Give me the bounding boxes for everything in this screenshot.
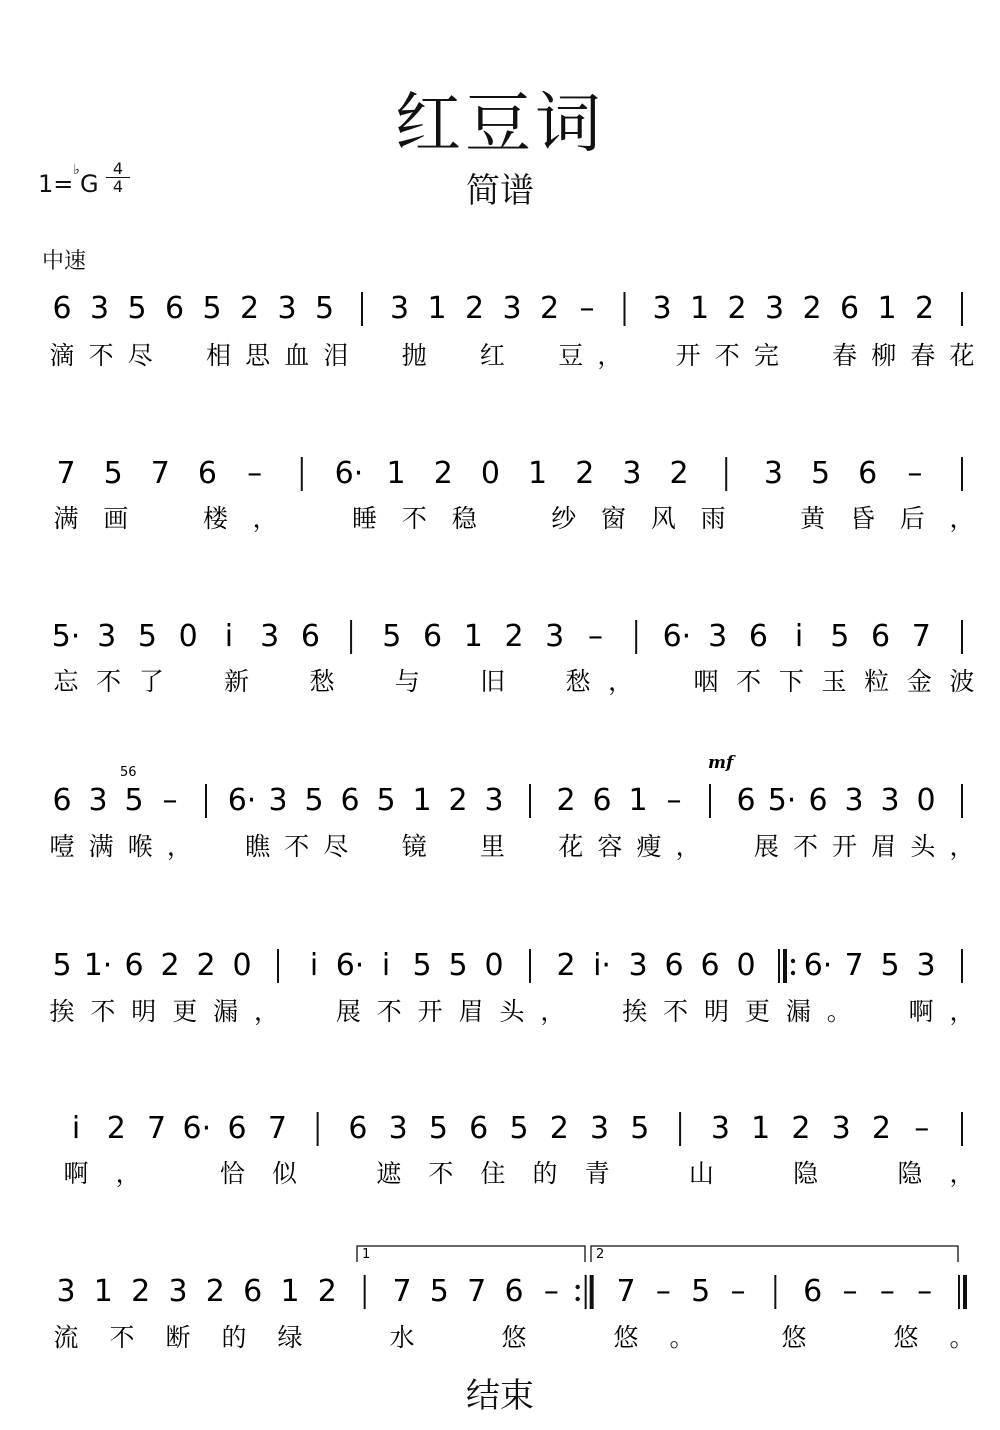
lyric-char: 挨	[622, 997, 648, 1026]
lyric-char: 头	[910, 832, 936, 861]
note: 2	[556, 783, 576, 818]
note: 3	[56, 1274, 76, 1309]
lyric-char: 风	[650, 504, 676, 533]
lyric-char: 瘦	[636, 832, 662, 861]
lyric-char: 的	[221, 1323, 247, 1352]
note: –	[587, 619, 603, 654]
note: 3	[622, 456, 642, 491]
note: 6	[124, 948, 144, 983]
note: 0	[232, 948, 252, 983]
note: –	[162, 783, 178, 818]
lyric-char: 悠	[613, 1323, 639, 1352]
lyric-char: 愁	[565, 667, 591, 696]
note: 7	[616, 1274, 636, 1309]
note: 5	[314, 291, 335, 326]
lyric-char: 尽	[127, 341, 153, 370]
note: 2	[205, 1274, 225, 1309]
lyric-char: 旧	[480, 667, 506, 696]
note: 3	[710, 1111, 730, 1146]
note: 5	[304, 783, 324, 818]
lyric-char: 。	[826, 997, 852, 1026]
note: 2	[196, 948, 216, 983]
note: 5	[448, 948, 468, 983]
note: 3	[763, 456, 783, 491]
note: 3	[88, 783, 108, 818]
lyric-char: ，	[949, 504, 975, 533]
lyric-char: 挨	[49, 997, 75, 1026]
note: 6·	[335, 948, 365, 983]
note: 7	[150, 456, 170, 491]
note: 2	[871, 1111, 892, 1146]
note: i	[309, 948, 319, 983]
note: 2	[549, 1111, 569, 1146]
note: 2	[464, 291, 485, 326]
lyric-char: 噎	[49, 832, 75, 861]
note: 7	[267, 1111, 287, 1146]
lyric-char: 头	[499, 997, 525, 1026]
lyric-char: 住	[480, 1159, 506, 1188]
lyric-char: 思	[245, 341, 271, 370]
lyric-char: 青	[584, 1159, 610, 1188]
lyric-char: 不	[714, 341, 740, 370]
volta-bracket-1	[357, 1246, 585, 1262]
lyric-char: 纱	[551, 504, 577, 533]
note: –	[842, 1274, 858, 1309]
note: 5	[202, 291, 222, 326]
note: 6	[422, 619, 443, 654]
lyric-char: 断	[165, 1323, 191, 1352]
lyric-char: 开	[417, 997, 443, 1026]
note: 1	[427, 291, 447, 326]
lyric-char: ，	[597, 341, 623, 370]
lyric-char: 流	[53, 1323, 79, 1352]
note: 7	[146, 1111, 167, 1146]
lyric-char: 睡	[352, 504, 378, 533]
song-title: 红豆词	[395, 85, 605, 162]
lyric-char: 血	[284, 341, 310, 370]
note: 3	[168, 1274, 188, 1309]
note: 7	[911, 619, 931, 654]
lyric-char: 粒	[864, 667, 890, 696]
lyric-char: ，	[166, 832, 192, 861]
tempo-marking: 中速	[42, 249, 87, 274]
lyric-char: 明	[704, 997, 730, 1026]
note: 6	[197, 456, 218, 491]
note: 6	[700, 948, 720, 983]
lyric-char: 的	[532, 1159, 558, 1188]
note: 5	[103, 456, 123, 491]
time-bottom: 4	[106, 177, 130, 195]
note: 6	[227, 1111, 247, 1146]
dynamic-mf: mf	[708, 753, 734, 773]
lyric-char: 愁	[309, 667, 335, 696]
note: 0	[178, 619, 198, 654]
note: 5	[428, 1111, 449, 1146]
key-label: 1=	[38, 170, 74, 198]
flat-sign: ♭	[73, 162, 80, 178]
note: 3	[97, 619, 117, 654]
note: 6	[348, 1111, 368, 1146]
key-note: G	[80, 170, 99, 198]
lyric-char: 展	[753, 832, 779, 861]
lyric-char: 似	[271, 1159, 297, 1188]
lyric-char: 黄	[800, 504, 826, 533]
note: –	[914, 1111, 930, 1146]
note: 3	[589, 1111, 610, 1146]
note: 5	[127, 291, 147, 326]
note: 0	[484, 948, 504, 983]
note: 2	[669, 456, 689, 491]
note: 6·	[334, 456, 364, 491]
lyric-char: 漏	[213, 997, 239, 1026]
note: 2	[802, 291, 822, 326]
note: 6	[469, 1111, 489, 1146]
lyric-char: 开	[675, 341, 701, 370]
time-top: 4	[112, 159, 124, 178]
lyric-char: 。	[669, 1323, 695, 1352]
lyric-char: 眉	[871, 832, 897, 861]
note: 6	[858, 456, 878, 491]
note: 2	[914, 291, 935, 326]
note: –	[655, 1274, 671, 1309]
note: 1·	[83, 948, 113, 983]
note: –	[579, 291, 595, 326]
repeat-dot	[575, 1285, 579, 1289]
lyric-char: 花	[949, 341, 975, 370]
lyric-char: 更	[744, 997, 770, 1026]
note: 1	[386, 456, 406, 491]
repeat-dot	[791, 959, 795, 963]
note: 1	[412, 783, 432, 818]
lyric-char: 不	[663, 997, 689, 1026]
note: 0	[916, 783, 936, 818]
lyric-char: ，	[949, 997, 975, 1026]
lyric-char: 容	[597, 832, 623, 861]
lyric-char: 完	[753, 341, 779, 370]
note: 1	[628, 783, 648, 818]
volta-number-2: 2	[596, 1247, 605, 1262]
note: i	[381, 948, 391, 983]
note: 3	[502, 291, 522, 326]
lyric-char: 画	[103, 504, 129, 533]
note: 6·	[803, 948, 833, 983]
lyric-char: 新	[224, 667, 250, 696]
lyric-char: 展	[335, 997, 361, 1026]
lyric-char: 水	[389, 1323, 415, 1352]
note: 1	[93, 1274, 113, 1309]
note: 7	[56, 456, 76, 491]
note: 5	[810, 456, 831, 491]
note: –	[907, 456, 923, 491]
note: 3	[628, 948, 648, 983]
lyric-char: 镜	[401, 832, 427, 861]
note: 6	[340, 783, 360, 818]
lyric-char: 后	[899, 504, 925, 533]
note: 3	[831, 1111, 851, 1146]
note: i	[71, 1111, 81, 1146]
note: –	[730, 1274, 746, 1309]
lyric-char: 尽	[323, 832, 349, 861]
note: 1	[528, 456, 548, 491]
note: 1	[463, 619, 483, 654]
lyric-char: 昏	[849, 504, 875, 533]
lyric-char: ，	[949, 1159, 975, 1188]
note: 1	[751, 1111, 771, 1146]
note: 6	[52, 291, 72, 326]
lyric-char: ，	[254, 997, 280, 1026]
note: 2	[160, 948, 180, 983]
note: 2	[575, 456, 595, 491]
lyric-char: 恰	[219, 1159, 245, 1188]
note: 2	[448, 783, 468, 818]
lyric-char: 豆	[558, 341, 584, 370]
note: 5·	[767, 783, 797, 818]
lyric-char: 不	[792, 832, 818, 861]
note: 5	[630, 1111, 650, 1146]
note: 3	[89, 291, 110, 326]
note: 2	[317, 1274, 337, 1309]
note: 6	[808, 783, 828, 818]
lyric-char: 绿	[277, 1323, 303, 1352]
volta-number-1: 1	[362, 1247, 371, 1262]
lyric-char: 瞧	[245, 832, 271, 861]
note: 6	[164, 291, 185, 326]
lyric-char: 下	[778, 667, 804, 696]
note: 6	[664, 948, 684, 983]
note: 3	[916, 948, 936, 983]
note: 5	[691, 1274, 711, 1309]
lyric-char: 里	[479, 832, 505, 861]
note: –	[666, 783, 682, 818]
note: 3	[545, 619, 565, 654]
lyric-char: 满	[53, 504, 79, 533]
repeat-dot	[575, 1297, 579, 1301]
note: 3	[388, 1111, 408, 1146]
note: 6	[870, 619, 891, 654]
lyric-char: 明	[131, 997, 157, 1026]
lyric-char: 不	[401, 504, 427, 533]
note: –	[247, 456, 263, 491]
note: 2	[131, 1274, 151, 1309]
lyric-char: 柳	[871, 341, 897, 370]
note: i·	[593, 948, 611, 983]
lyric-char: 。	[949, 1323, 975, 1352]
lyric-char: 了	[138, 667, 164, 696]
note: –	[917, 1274, 933, 1309]
lyric-char: 波	[949, 667, 975, 696]
note: 6	[243, 1274, 263, 1309]
lyric-char: 悠	[501, 1323, 527, 1352]
note: 6	[839, 291, 860, 326]
lyric-char: 山	[688, 1159, 714, 1188]
note: 0	[736, 948, 756, 983]
note: 6·	[227, 783, 257, 818]
note: 5	[376, 783, 396, 818]
note: 2	[539, 291, 560, 326]
note: 6	[748, 619, 768, 654]
note: 6·	[182, 1111, 212, 1146]
lyric-char: 不	[736, 667, 762, 696]
note: 5·	[51, 619, 81, 654]
lyric-char: 相	[206, 341, 232, 370]
note: 6	[300, 619, 320, 654]
note: 3	[652, 291, 672, 326]
note: 0	[480, 456, 500, 491]
note: 3	[484, 783, 504, 818]
lyric-char: 喉	[127, 832, 153, 861]
lyric-char: 红	[479, 341, 505, 370]
lyric-char: 啊	[63, 1159, 89, 1188]
lyric-char: 抛	[401, 341, 427, 370]
lyric-char: 花	[558, 832, 584, 861]
lyric-char: ，	[540, 997, 566, 1026]
repeat-dot	[791, 971, 795, 975]
note: 2	[433, 456, 453, 491]
note: 3	[764, 291, 785, 326]
note: 6	[803, 1274, 823, 1309]
note: 1	[689, 291, 710, 326]
lyric-char: 忘	[53, 667, 79, 696]
lyric-char: 窗	[601, 504, 627, 533]
lyric-char: 咽	[693, 667, 719, 696]
volta-bracket-2	[591, 1246, 958, 1262]
note: 3	[277, 291, 297, 326]
note: 5	[880, 948, 900, 983]
lyric-char: ，	[949, 832, 975, 861]
note: –	[543, 1274, 559, 1309]
note: 3	[844, 783, 864, 818]
note: 7	[392, 1274, 412, 1309]
lyric-char: 雨	[700, 504, 726, 533]
note: 2	[791, 1111, 811, 1146]
lyric-char: ，	[252, 504, 278, 533]
lyric-char: 泪	[323, 341, 349, 370]
lyric-char: 春	[910, 341, 936, 370]
note: 6	[736, 783, 756, 818]
note: 3	[268, 783, 288, 818]
lyric-char: 不	[88, 341, 114, 370]
note: 5	[429, 1274, 449, 1309]
lyric-char: 隐	[897, 1159, 923, 1188]
note: 6·	[662, 619, 692, 654]
note: 5	[52, 948, 72, 983]
lyric-char: 不	[376, 997, 402, 1026]
lyric-char: 与	[394, 667, 420, 696]
note: 6	[52, 783, 72, 818]
note: 7	[467, 1274, 487, 1309]
lyric-char: 遮	[376, 1159, 402, 1188]
note: 3	[880, 783, 900, 818]
note: 5	[124, 783, 144, 818]
note: 2	[106, 1111, 126, 1146]
note: i	[794, 619, 804, 654]
lyric-char: 稳	[451, 504, 477, 533]
note: 6	[504, 1274, 524, 1309]
note: 5	[382, 619, 402, 654]
note: 5	[830, 619, 850, 654]
lyric-char: 玉	[821, 667, 847, 696]
note: 1	[280, 1274, 300, 1309]
note: 3	[708, 619, 728, 654]
lyric-char: 不	[428, 1159, 454, 1188]
lyric-char: 啊	[908, 997, 934, 1026]
lyric-char: 不	[90, 997, 116, 1026]
note: i	[224, 619, 234, 654]
lyric-char: ，	[608, 667, 634, 696]
lyric-char: 悠	[781, 1323, 807, 1352]
lyric-char: 不	[284, 832, 310, 861]
note: 3	[389, 291, 410, 326]
lyric-char: 满	[88, 832, 114, 861]
note: 7	[844, 948, 864, 983]
note: 1	[877, 291, 897, 326]
note: 5	[509, 1111, 529, 1146]
lyric-char: ，	[115, 1159, 141, 1188]
note: 2	[556, 948, 576, 983]
lyric-char: 开	[832, 832, 858, 861]
lyric-char: 滴	[49, 341, 75, 370]
lyric-char: 悠	[893, 1323, 919, 1352]
grace-notes: 56	[120, 765, 137, 780]
note: 2	[239, 291, 260, 326]
lyric-char: 眉	[458, 997, 484, 1026]
lyric-char: 漏	[785, 997, 811, 1026]
lyric-char: 金	[906, 667, 932, 696]
song-subtitle: 简谱	[466, 171, 534, 211]
lyric-char: 不	[96, 667, 122, 696]
note: 2	[504, 619, 524, 654]
lyric-char: 春	[832, 341, 858, 370]
lyric-char: 隐	[793, 1159, 819, 1188]
lyric-char: ，	[675, 832, 701, 861]
note: –	[879, 1274, 895, 1309]
note: 2	[727, 291, 747, 326]
lyric-char: 更	[172, 997, 198, 1026]
lyric-char: 楼	[202, 504, 228, 533]
ending-label: 结束	[466, 1376, 534, 1416]
note: 6	[592, 783, 612, 818]
note: 5	[412, 948, 432, 983]
lyric-char: 不	[109, 1323, 135, 1352]
note: 5	[137, 619, 158, 654]
note: 3	[260, 619, 280, 654]
